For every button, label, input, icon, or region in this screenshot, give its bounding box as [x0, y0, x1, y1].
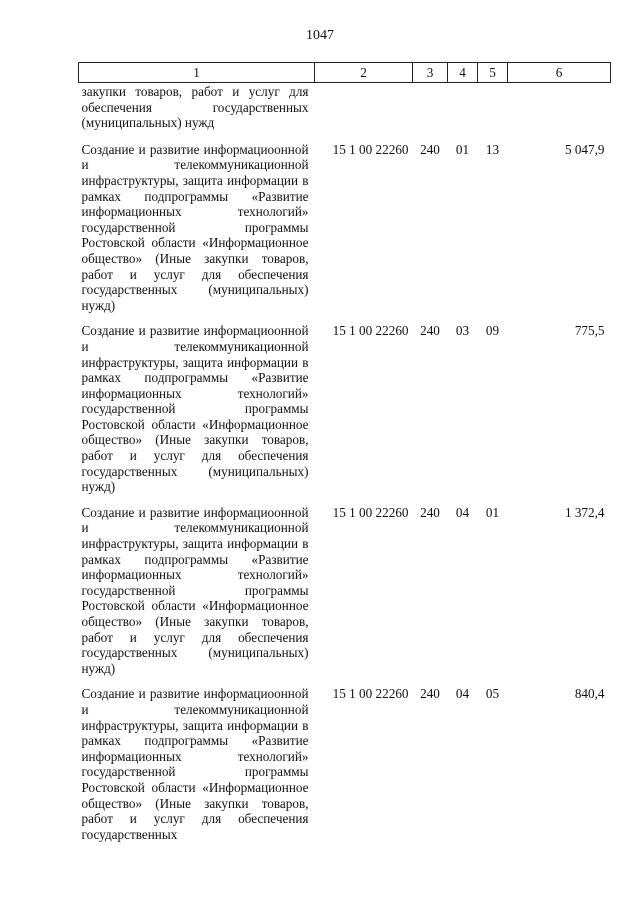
row-subsection: 09	[485, 323, 500, 339]
row-subsection: 01	[485, 504, 500, 520]
row-amount: 775,5	[574, 323, 605, 339]
row-description: Создание и развитие информациоонной и телекоммуникационной инфраструктуры, защита информации в рамках подпрограммы «Развитие информационных технологий» государственной программы Ростовской области «Информационное общество» (Иные закупки товаров, работ и услуг для обеспечения государственных (муниципальных) нужд)	[81, 323, 309, 495]
table-row	[79, 321, 611, 503]
row-target-code: 15 1 00 22260	[332, 504, 409, 520]
row-subsection: 05	[485, 686, 500, 702]
table-header-row	[79, 63, 611, 83]
row-expense-type: 240	[420, 141, 440, 157]
row-target-code: 15 1 00 22260	[332, 141, 409, 157]
column-header-2: 2	[315, 63, 413, 83]
column-header-4: 4	[448, 63, 478, 83]
column-header-5: 5	[478, 63, 508, 83]
row-description: Создание и развитие информациоонной и телекоммуникационной инфраструктуры, защита информации в рамках подпрограммы «Развитие информационных технологий» государственной программы Ростовской области «Информационное общество» (Иные закупки товаров, работ и услуг для обеспечения государственных (муниципальных) нужд)	[81, 141, 309, 313]
row-section: 03	[455, 323, 470, 339]
row-description: Создание и развитие информациоонной и телекоммуникационной инфраструктуры, защита информации в рамках подпрограммы «Развитие информационных технологий» государственной программы Ростовской области «Информационное общество» (Иные закупки товаров, работ и услуг для обеспечения государственных (муниципальных) нужд)	[81, 504, 309, 676]
table-row-continuation	[79, 83, 611, 140]
row-target-code: 15 1 00 22260	[332, 686, 409, 702]
table-row	[79, 503, 611, 685]
row-amount: 1 372,4	[564, 504, 605, 520]
row-amount: 840,4	[574, 686, 605, 702]
table-row	[79, 684, 611, 850]
budget-table	[78, 62, 611, 850]
row-expense-type: 240	[420, 686, 440, 702]
row-expense-type: 240	[420, 504, 440, 520]
row-section: 01	[455, 141, 470, 157]
column-header-3: 3	[413, 63, 448, 83]
row-subsection: 13	[485, 141, 500, 157]
row-expense-type: 240	[420, 323, 440, 339]
row-section: 04	[455, 504, 470, 520]
column-header-6: 6	[508, 63, 611, 83]
table-row	[79, 140, 611, 322]
row-description: Создание и развитие информациоонной и телекоммуникационной инфраструктуры, защита информации в рамках подпрограммы «Развитие информационных технологий» государственной программы Ростовской области «Информационное общество» (Иные закупки товаров, работ и услуг для обеспечения государственных	[81, 686, 309, 842]
row-section: 04	[455, 686, 470, 702]
continuation-description: закупки товаров, работ и услуг для обеспечения государственных (муниципальных) нужд	[81, 84, 309, 131]
row-target-code: 15 1 00 22260	[332, 323, 409, 339]
row-amount: 5 047,9	[564, 141, 605, 157]
page-number: 1047	[306, 28, 334, 43]
column-header-1: 1	[79, 63, 315, 83]
